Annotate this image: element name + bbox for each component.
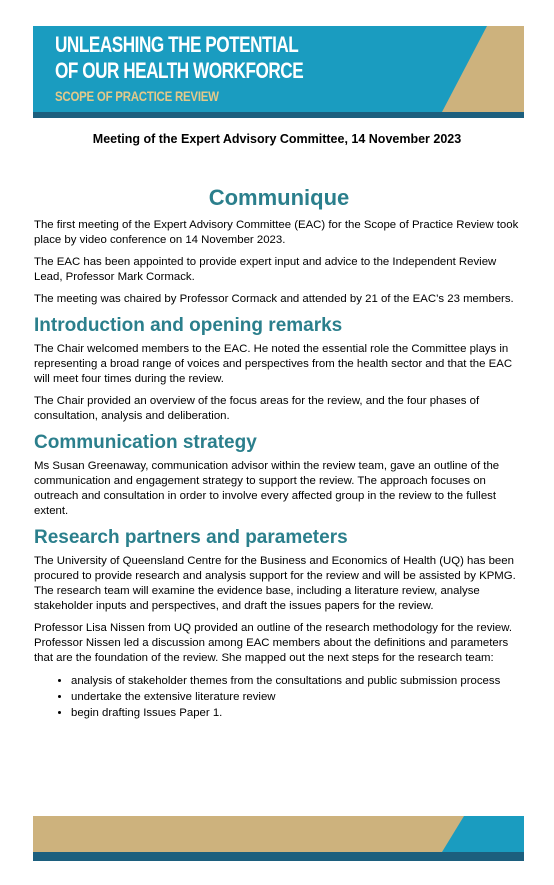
research-paragraph-2: Professor Lisa Nissen from UQ provided an outline of the research methodology for the review. Professor Nissen led a discussion among EAC members about the definitions and parameters that are the foundation of the review. She mapped out the next steps for the research team: <box>34 622 513 664</box>
footer-stripe <box>33 852 524 861</box>
list-item: • undertake the extensive literature review <box>71 689 524 705</box>
communique-paragraph-1: The first meeting of the Expert Advisory Committee (EAC) for the Scope of Practice Review took place by video conference on 14 November 2023. <box>34 219 519 246</box>
communique-paragraph-2: The EAC has been appointed to provide expert input and advice to the Independent Review Lead, Professor Mark Cormack. <box>34 256 497 283</box>
intro-paragraph-1: The Chair welcomed members to the EAC. He noted the essential role the Committee plays in representing a broad range of voices and perspectives from the health sector and that the EAC will meet four times during the review. <box>34 343 513 385</box>
banner-title-line-1: UNLEASHING THE POTENTIAL <box>55 32 299 57</box>
document-body <box>34 184 524 721</box>
research-paragraph-1: The University of Queensland Centre for the Business and Economics of Health (UQ) has been procured to provide research and analysis support for the review and will be assisted by KPMG. The research team will examine the evidence base, including a literature review, analyse stakeholder inputs and perspectives, and draft the issues papers for the review. <box>34 555 516 612</box>
header-stripe <box>33 112 524 118</box>
list-item: • begin drafting Issues Paper 1. <box>71 705 524 721</box>
next-steps-list <box>34 673 524 721</box>
meeting-line: Meeting of the Expert Advisory Committee, 14 November 2023 <box>92 132 462 146</box>
communique-heading: Communique <box>208 185 350 210</box>
intro-heading: Introduction and opening remarks <box>34 315 343 336</box>
intro-paragraph-2: The Chair provided an overview of the focus areas for the review, and the four phases of consultation, analysis and deliberation. <box>34 395 480 422</box>
comms-paragraph-1: Ms Susan Greenaway, communication advisor within the review team, gave an outline of the communication and engagement strategy to support the review. The approach focuses on outreach and consultation in order to involve every affected group in the review to the fullest extent. <box>34 460 500 517</box>
footer-banner <box>33 816 524 852</box>
communique-paragraph-3: The meeting was chaired by Professor Cormack and attended by 21 of the EAC’s 23 members. <box>34 293 514 305</box>
list-item: • analysis of stakeholder themes from the consultations and public submission process <box>71 673 524 689</box>
research-heading: Research partners and parameters <box>34 527 348 548</box>
banner-subtitle: SCOPE OF PRACTICE REVIEW <box>55 88 219 104</box>
header-banner <box>33 26 524 112</box>
comms-heading: Communication strategy <box>34 432 257 453</box>
banner-title-line-2: OF OUR HEALTH WORKFORCE <box>55 58 304 83</box>
banner-title <box>55 32 303 84</box>
